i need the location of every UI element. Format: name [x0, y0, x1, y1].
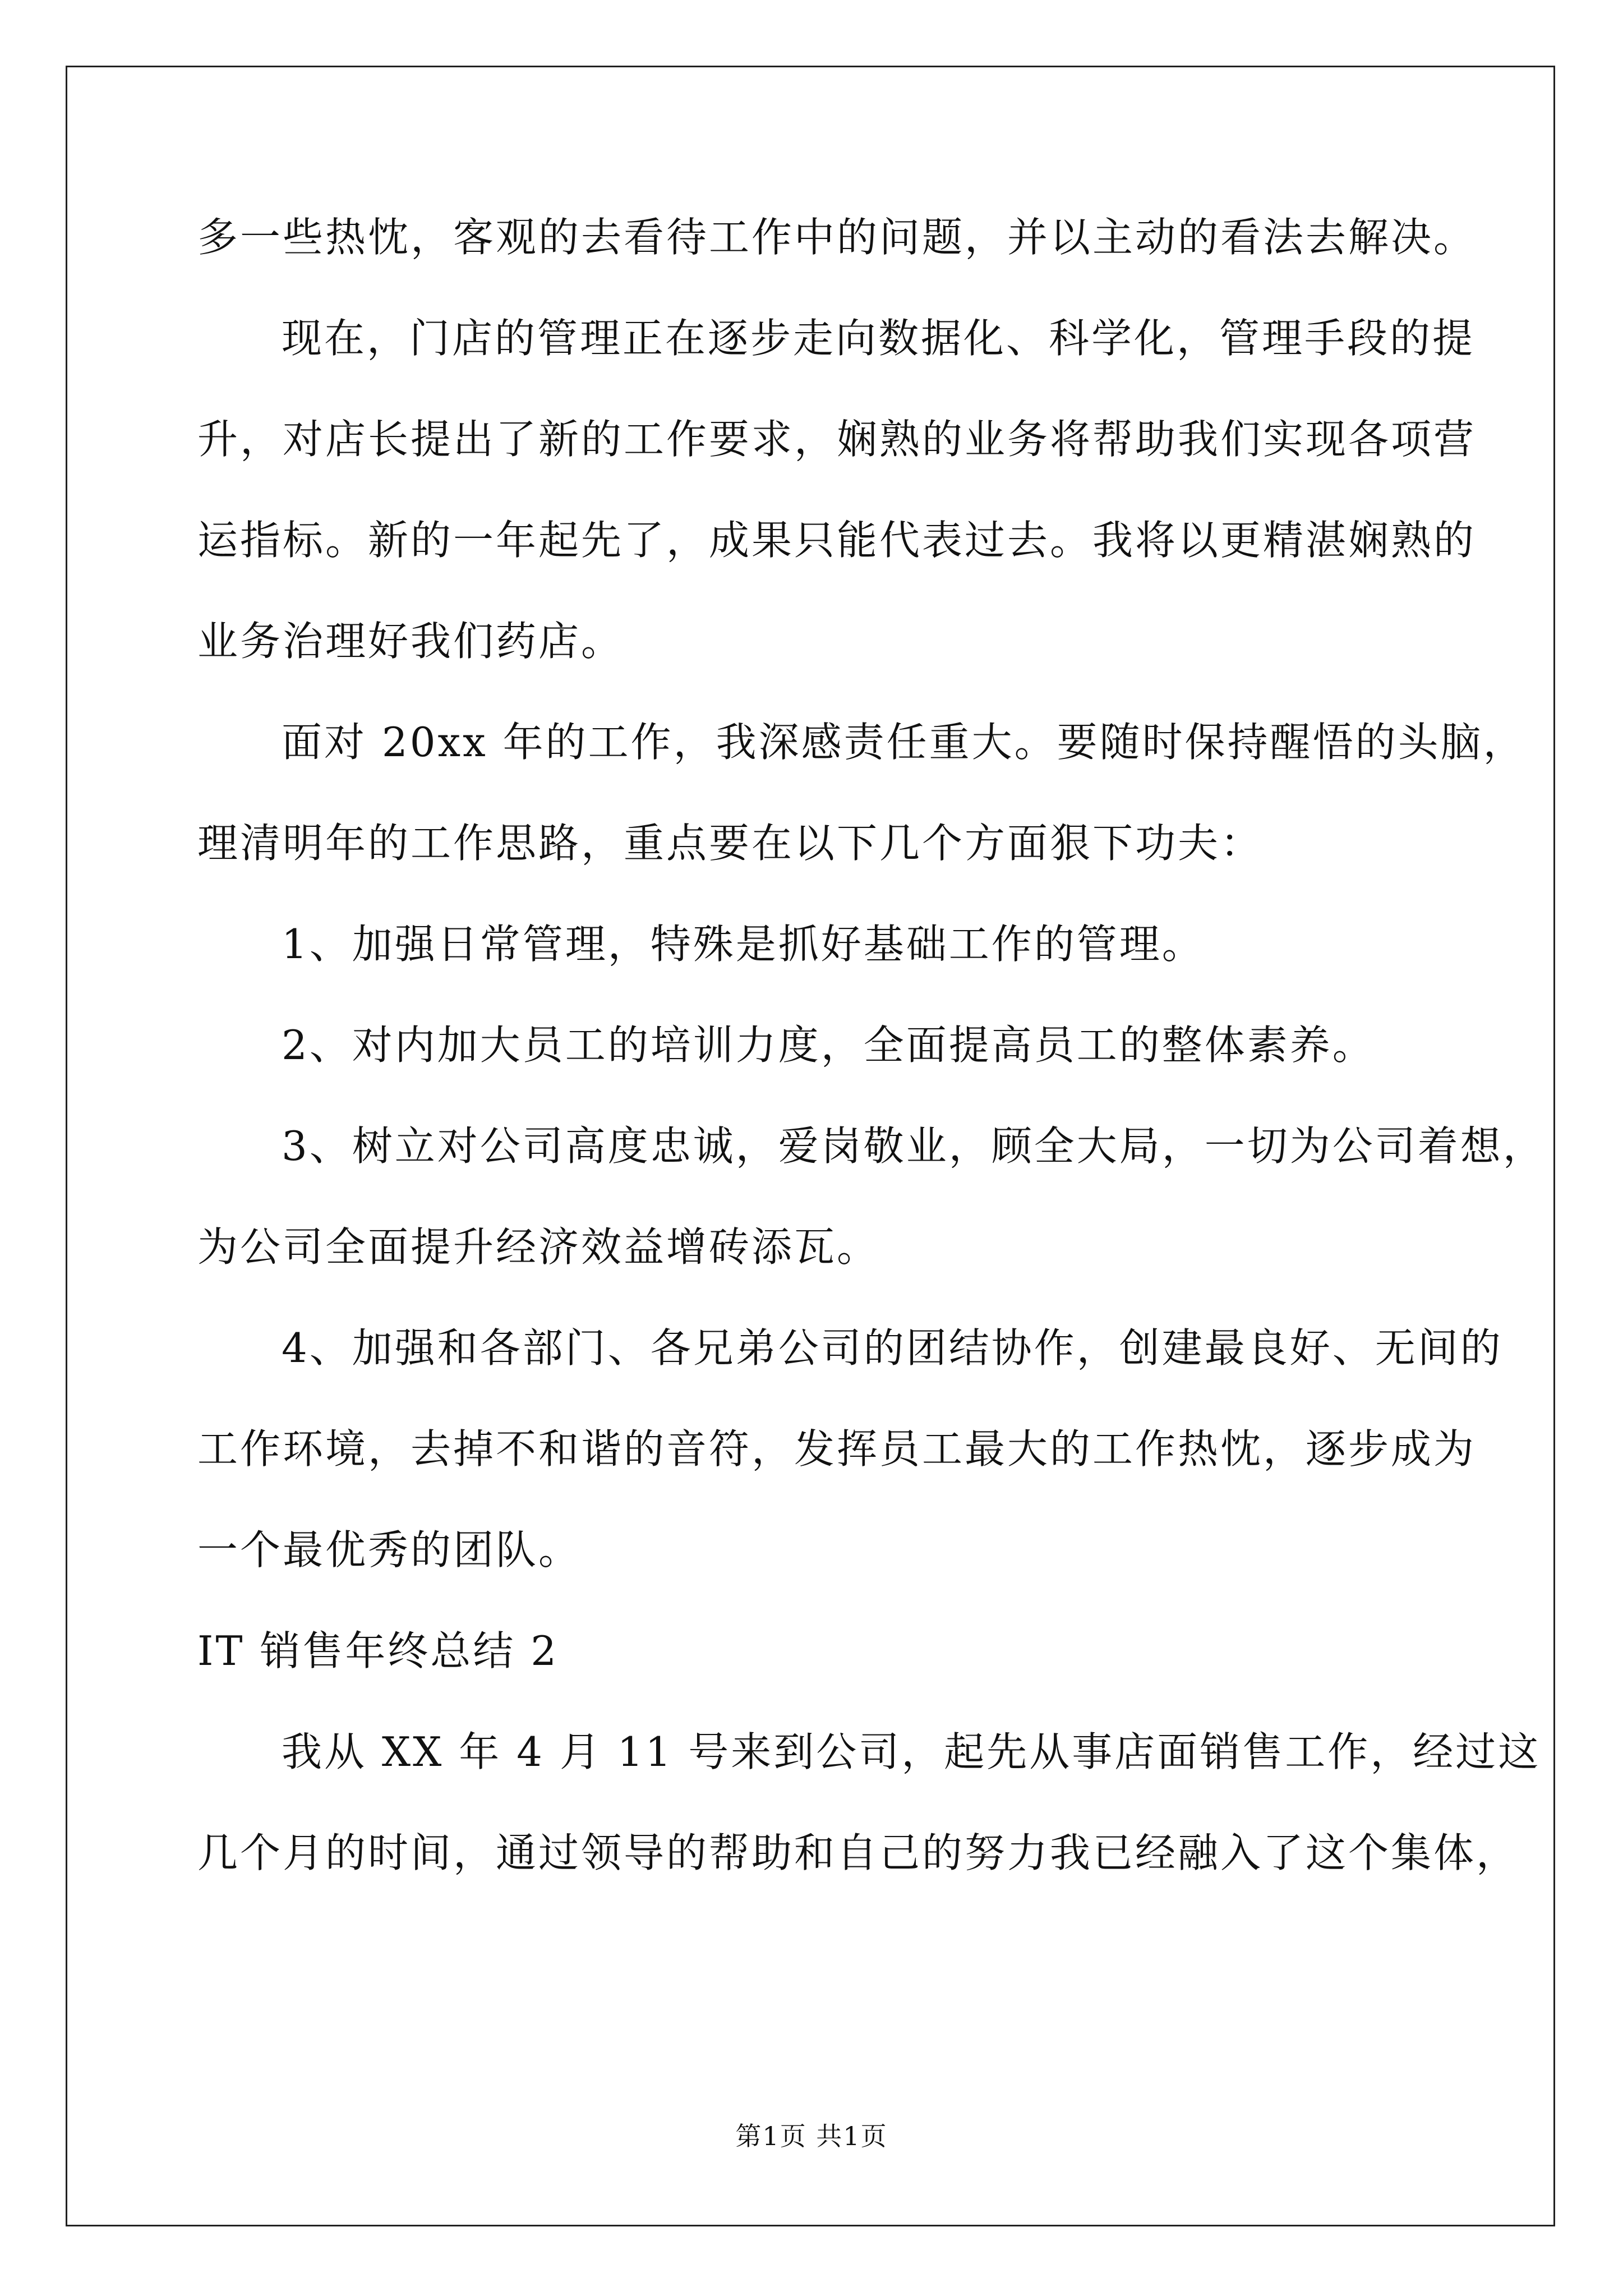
text-line-16: 我从 XX 年 4 月 11 号来到公司，起先从事店面销售工作，经过这 [282, 1728, 1541, 1775]
list-item-2: 2、对内加大员工的培训力度，全面提高员工的整体素养。 [282, 1022, 1375, 1069]
text-line-5: 业务治理好我们药店。 [197, 618, 624, 665]
list-item-4-end: 一个最优秀的团队。 [197, 1526, 582, 1573]
text-line-7: 理清明年的工作思路，重点要在以下几个方面狠下功夫： [197, 820, 1264, 867]
text-line-6: 面对 20xx 年的工作，我深感责任重大。要随时保持醒悟的头脑， [282, 719, 1526, 766]
section-heading: IT 销售年终总结 2 [197, 1627, 559, 1674]
text-line-2: 现在，门店的管理正在逐步走向数据化、科学化，管理手段的提 [282, 315, 1476, 362]
text-line-17: 几个月的时间，通过领导的帮助和自己的努力我已经融入了这个集体， [197, 1829, 1519, 1876]
page-footer: 第1页 共1页 [735, 2121, 888, 2151]
list-item-4: 4、加强和各部门、各兄弟公司的团结协作，创建最良好、无间的 [282, 1324, 1503, 1372]
text-line-1: 多一些热忱，客观的去看待工作中的问题，并以主动的看法去解决。 [197, 214, 1477, 261]
list-item-1: 1、加强日常管理，特殊是抓好基础工作的管理。 [282, 921, 1205, 968]
list-item-4-continued: 工作环境，去掉不和谐的音符，发挥员工最大的工作热忱，逐步成为 [197, 1425, 1477, 1473]
text-line-4: 运指标。新的一年起先了，成果只能代表过去。我将以更精湛娴熟的 [197, 517, 1477, 564]
text-line-3: 升，对店长提出了新的工作要求，娴熟的业务将帮助我们实现各项营 [197, 416, 1477, 463]
list-item-3-continued: 为公司全面提升经济效益增砖添瓦。 [197, 1223, 880, 1271]
list-item-3: 3、树立对公司高度忠诚，爱岗敬业，顾全大局，一切为公司着想， [282, 1122, 1546, 1170]
